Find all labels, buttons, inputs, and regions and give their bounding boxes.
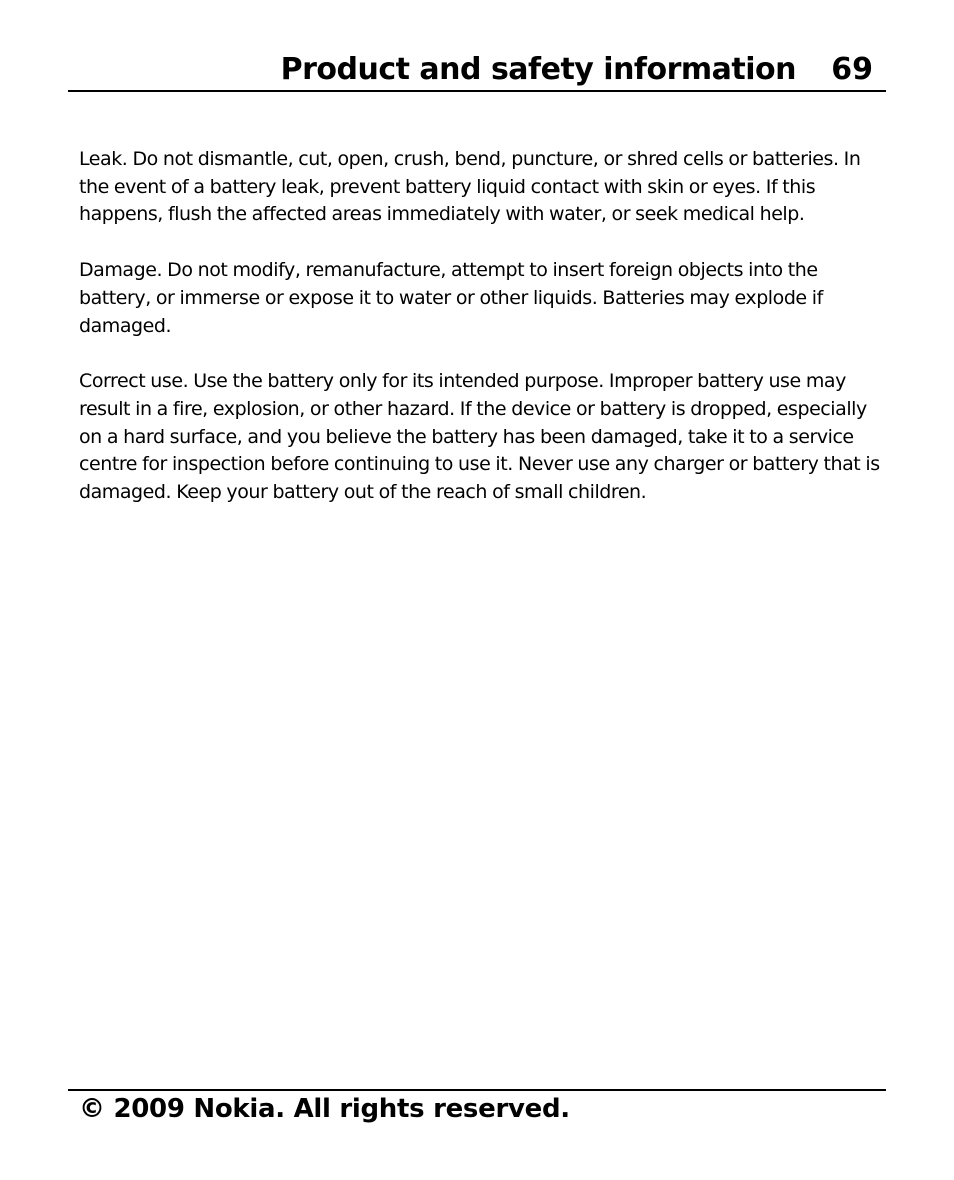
paragraph-damage: Damage. Do not modify, remanufacture, attempt to insert foreign objects into the battery, or immerse or expose it to water or other liquids. Batteries may explode if damaged. <box>79 259 823 337</box>
paragraph-leak: Leak. Do not dismantle, cut, open, crush, bend, puncture, or shred cells or batteries. In the event of a battery leak, prevent battery liquid contact with skin or eyes. If this happens, flush the affected areas immediately with water, or seek medical help. <box>79 148 861 226</box>
footer-divider <box>68 1089 886 1091</box>
paragraph-correct-use: Correct use. Use the battery only for its intended purpose. Improper battery use may result in a fire, explosion, or other hazard. If the device or battery is dropped, especially on a hard surface, and you believe the battery has been damaged, take it to a service centre for inspection before continuing to use it. Never use any charger or battery that is damaged. Keep your battery out of the reach of small children. <box>79 370 880 504</box>
page-number: 69 <box>831 52 873 87</box>
body-content <box>79 146 889 535</box>
copyright-notice: © 2009 Nokia. All rights reserved. <box>79 1094 570 1124</box>
section-title: Product and safety information <box>280 52 796 87</box>
page-header <box>68 48 886 92</box>
